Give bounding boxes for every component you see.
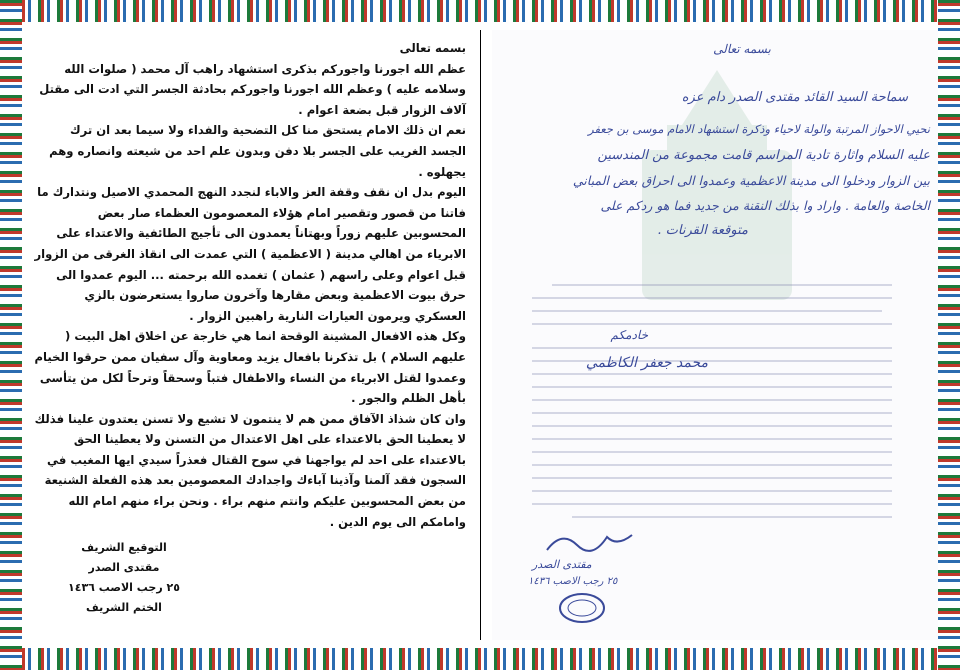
handwritten-line: الخاصة والعامة . واراد وا بذلك النقنة من جديد فما هو ردكم على [600,198,930,213]
handwritten-closing: خادمكم [610,328,648,342]
basmala: بسمه تعالى [399,41,466,55]
paragraph: اليوم بدل ان نقف وقفة العز والاباء لنجدد النهج المحمدي الاصيل ونتدارك ما فاتنا من قصور وتقصير امام هؤلاء المعصومون العظماء صار بعض المحسوبين عليهم زوراً وبهتاناً يعمدون الى تأجيج الطائفية والاعتداء على الابرياء من اهالي مدينة ( الاعظمية ) التي عمدت الى انقاذ الغرقى من الزوار قبل اعوام وعلى راسهم ( عثمان ) تغمده الله برحمته ... اليوم عمدوا الى حرق بيوت الاعظمية وبعض مقارها وآخرون صاروا يستعرضون بالزي العسكري ويرمون العيارات النارية راهبين الزوار . [34,185,466,323]
reply-date: ٢٥ رجب الاصب ١٤٣٦ [528,576,618,587]
decorative-border-bottom [0,648,960,670]
handwritten-line: سماحة السيد القائد مقتدى الصدر دام عزه [681,90,908,105]
seal-label: الختم الشريف [86,601,162,614]
column-divider [480,30,481,640]
handwritten-line: نحيي الاحواز المرتبة والولة لاحياء وذكرة استشهاد الامام موسى بن جعفر [588,122,930,136]
handwritten-letter-image [492,30,938,640]
decorative-border-left [0,0,22,670]
handwritten-line: عليه السلام واثارة تادية المراسم قامت مجموعة من المندسين [597,148,930,163]
signature-date: ٢٥ رجب الاصب ١٤٣٦ [68,581,180,594]
reply-signature: مقتدى الصدر [532,558,592,571]
signature-name: مقتدى الصدر [88,561,160,574]
handwritten-line: بين الزوار ودخلوا الى مدينة الاعظمية وعمدوا الى احراق بعض المباني [572,173,930,188]
paragraph: وان كان شذاذ الآفاق ممن هم لا ينتمون لا تشيع ولا تسنن يعتدون علينا فذلك لا يعطينا الحق بالاعتداء على اهل الاعتدال من التسنن ولا يعطينا الحق بالاعتداء على احد لم يواجهنا في سوح القتال فعذراً سيدي ايها المغيب في السجون فقد آلمنا وآذينا آباءك واجدادك المعصومين بعد هذه الفعلة الشنيعة من بعض المحسوبين عليكم وانتم منهم براء . ونحن براء منهم امام الله وامامكم الى يوم الدين . [34,411,466,529]
paragraph: وكل هذه الافعال المشينة الوقحة انما هي خارجة عن اخلاق اهل البيت ( عليهم السلام ) بل تذكرنا بافعال يزيد ومعاوية وآل سفيان ممن حرقوا الخيام وعمدوا لقتل الابرياء من النساء والاطفال فتباً وسحقاً وترحاً لكل من يتأسى بأهل الظلم والجور . [34,329,466,406]
handwritten-name: محمد جعفر الكاظمي [585,355,708,371]
paragraph: نعم ان ذلك الامام يستحق منا كل التضحية والفداء ولا سيما بعد ان ترك الجسد الغريب على الجسر بلا دفن وبدون علم احد من شيعته وانصاره وهم يجهلوه . [49,123,466,179]
handwritten-basmala: بسمه تعالى [713,42,771,56]
signature-block [64,538,184,618]
signature-title: التوقيع الشريف [81,541,167,554]
handwritten-line: متوقعة القرنات . [657,223,748,238]
paragraph: عظم الله اجورنا واجوركم بذكرى استشهاد راهب آل محمد ( صلوات الله وسلامه عليه ) وعظم الله اجورنا واجوركم بحادثة الجسر التي ادت الى مقتل آلاف الزوار قبل بضعة اعوام . [39,61,466,117]
decorative-border-top [0,0,960,22]
decorative-border-right [938,0,960,670]
